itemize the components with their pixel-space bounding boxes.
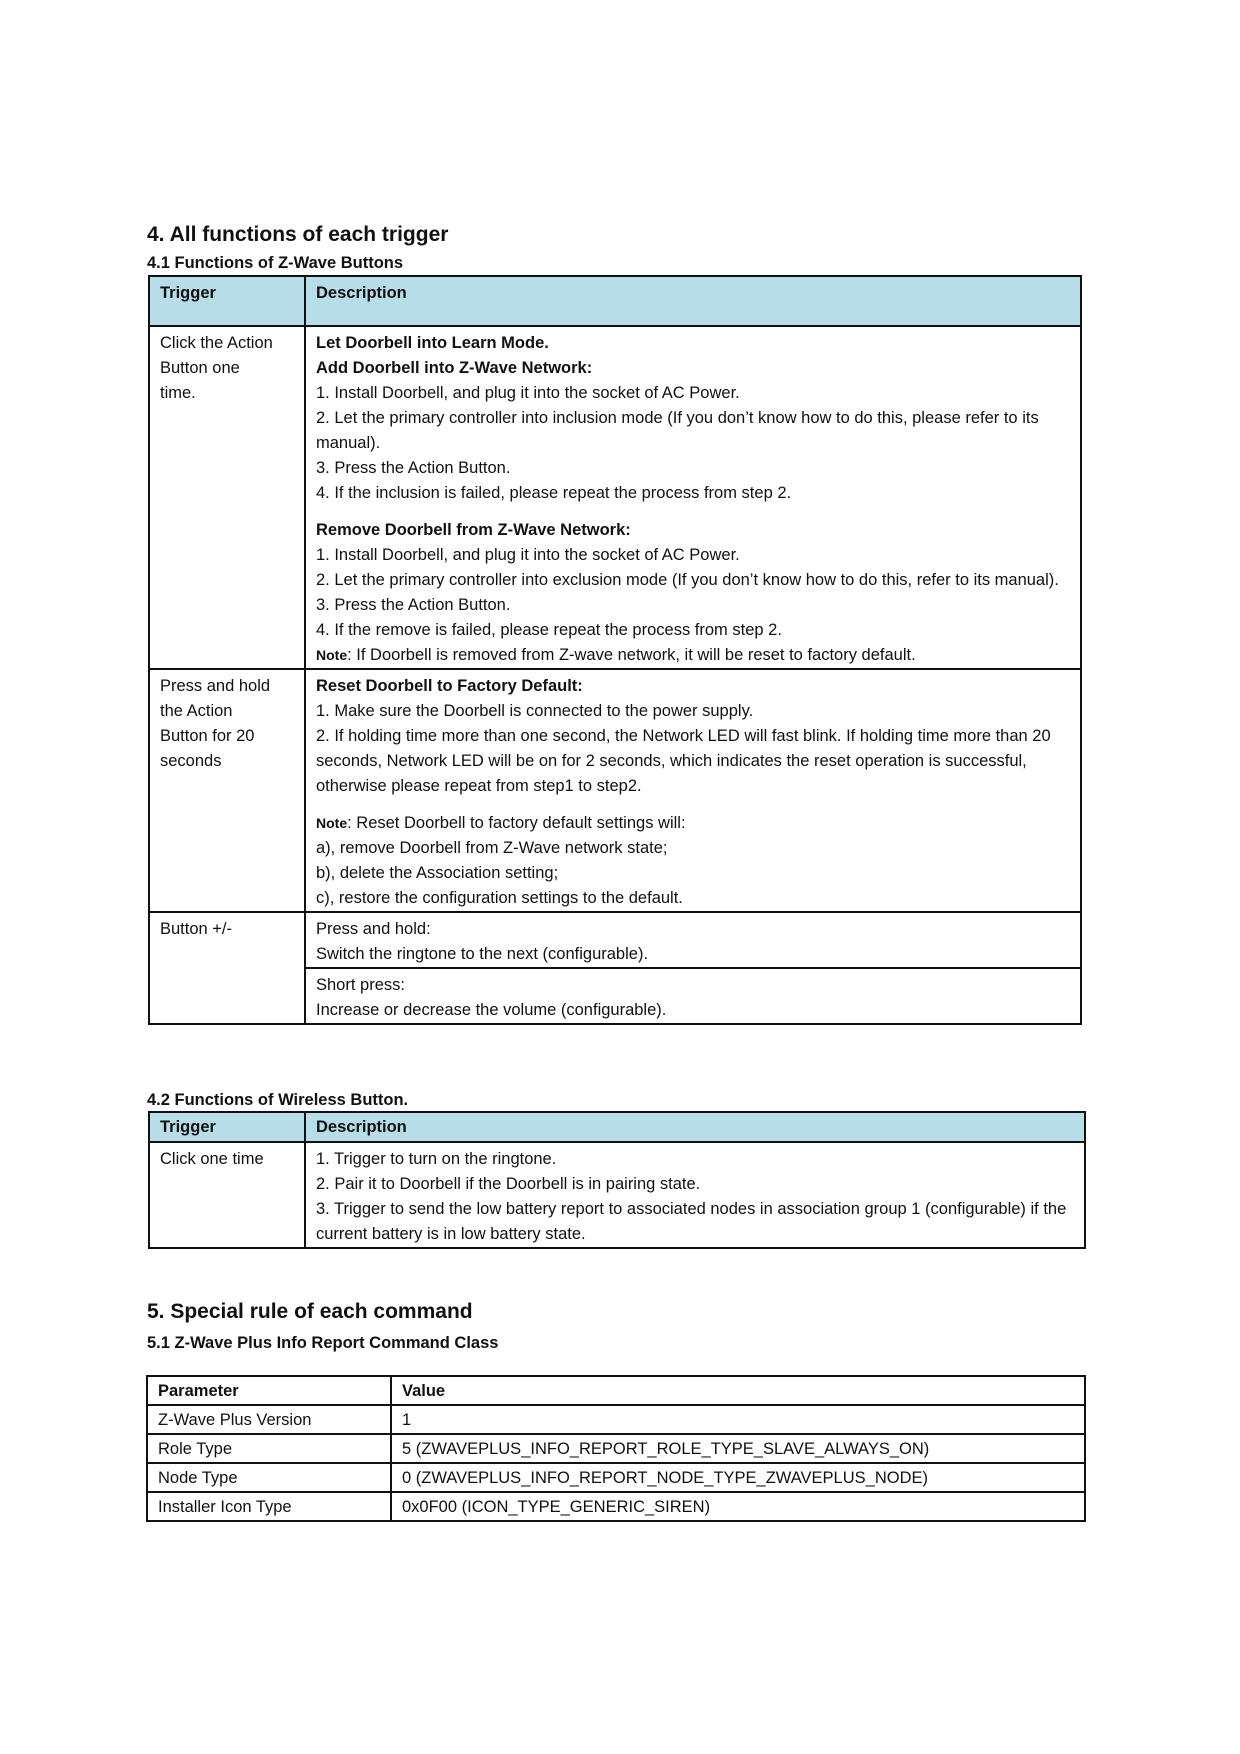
add-network-heading: Add Doorbell into Z-Wave Network:	[316, 359, 593, 377]
wireless-button-table	[148, 1111, 1086, 1249]
parameter-cell: Role Type	[147, 1434, 391, 1463]
section-4-heading: 4. All functions of each trigger	[147, 223, 449, 246]
col-header-value: Value	[391, 1376, 1085, 1405]
trigger-line: the Action	[160, 702, 233, 720]
desc-line: Press and hold:	[316, 920, 431, 938]
section-4-2-heading: 4.2 Functions of Wireless Button.	[147, 1091, 409, 1109]
list-item: c), restore the configuration settings to the default.	[316, 889, 683, 907]
table-row	[149, 912, 1081, 968]
step-line: 2. If holding time more than one second, the Network LED will fast blink. If holding time more than 20 seconds, Network LED will be on for 2 seconds, which indicates the reset operation is successful, otherwise please repeat from step1 to step2.	[316, 727, 1051, 795]
step-line: 4. If the remove is failed, please repeat the process from step 2.	[316, 621, 782, 639]
desc-line: Switch the ringtone to the next (configurable).	[316, 945, 649, 963]
step-line: 4. If the inclusion is failed, please repeat the process from step 2.	[316, 484, 792, 502]
table-header-row	[149, 276, 1081, 326]
table-row	[149, 326, 1081, 669]
desc-line: Short press:	[316, 976, 405, 994]
zwave-buttons-table	[148, 275, 1082, 1025]
trigger-line: Click the Action	[160, 334, 273, 352]
parameter-cell: Z-Wave Plus Version	[147, 1405, 391, 1434]
table-row	[149, 1142, 1085, 1248]
col-header-trigger: Trigger	[149, 276, 305, 326]
value-cell: 0x0F00 (ICON_TYPE_GENERIC_SIREN)	[391, 1492, 1085, 1521]
trigger-line: seconds	[160, 752, 222, 770]
description-cell	[305, 669, 1081, 912]
note-line	[316, 643, 1070, 668]
step-line: 1. Install Doorbell, and plug it into the socket of AC Power.	[316, 384, 740, 402]
step-line: 2. Let the primary controller into inclusion mode (If you don’t know how to do this, please refer to its manual).	[316, 409, 1039, 452]
list-item: a), remove Doorbell from Z-Wave network state;	[316, 839, 668, 857]
desc-line: 3. Trigger to send the low battery report to associated nodes in association group 1 (configurable) if the current battery is in low battery state.	[316, 1200, 1067, 1243]
section-4-1-heading: 4.1 Functions of Z-Wave Buttons	[147, 254, 404, 272]
trigger-cell	[149, 669, 305, 912]
col-header-description: Description	[305, 1112, 1085, 1142]
description-cell	[305, 1142, 1085, 1248]
note-text: : Reset Doorbell to factory default settings will:	[347, 814, 686, 832]
step-line: 1. Install Doorbell, and plug it into the socket of AC Power.	[316, 546, 740, 564]
step-line: 3. Press the Action Button.	[316, 596, 511, 614]
value-cell: 5 (ZWAVEPLUS_INFO_REPORT_ROLE_TYPE_SLAVE_ALWAYS_ON)	[391, 1434, 1085, 1463]
note-text: : If Doorbell is removed from Z-wave network, it will be reset to factory default.	[347, 646, 916, 664]
trigger-cell	[149, 326, 305, 669]
trigger-cell: Button +/-	[149, 912, 305, 1024]
desc-line: 1. Trigger to turn on the ringtone.	[316, 1150, 557, 1168]
description-cell	[305, 968, 1081, 1024]
table-row	[149, 669, 1081, 912]
desc-line: Increase or decrease the volume (configurable).	[316, 1001, 667, 1019]
desc-line: 2. Pair it to Doorbell if the Doorbell is in pairing state.	[316, 1175, 701, 1193]
step-line: 1. Make sure the Doorbell is connected to the power supply.	[316, 702, 754, 720]
note-label: Note	[316, 647, 348, 663]
table-row	[147, 1463, 1085, 1492]
table-header-row	[149, 1112, 1085, 1142]
value-cell: 1	[391, 1405, 1085, 1434]
col-header-description: Description	[305, 276, 1081, 326]
step-line: 2. Let the primary controller into exclusion mode (If you don’t know how to do this, refer to its manual).	[316, 571, 1059, 589]
list-item: b), delete the Association setting;	[316, 864, 559, 882]
table-row	[147, 1434, 1085, 1463]
description-cell	[305, 912, 1081, 968]
reset-heading: Reset Doorbell to Factory Default:	[316, 677, 583, 695]
col-header-parameter: Parameter	[147, 1376, 391, 1405]
parameter-cell: Installer Icon Type	[147, 1492, 391, 1521]
section-5-heading: 5. Special rule of each command	[147, 1300, 473, 1323]
trigger-line: Button one	[160, 359, 240, 377]
col-header-trigger: Trigger	[149, 1112, 305, 1142]
step-line: 3. Press the Action Button.	[316, 459, 511, 477]
learn-mode-heading: Let Doorbell into Learn Mode.	[316, 334, 549, 352]
note-label: Note	[316, 815, 348, 831]
table-row	[147, 1492, 1085, 1521]
trigger-line: Press and hold	[160, 677, 271, 695]
zwave-plus-info-table	[146, 1375, 1086, 1522]
value-cell: 0 (ZWAVEPLUS_INFO_REPORT_NODE_TYPE_ZWAVEPLUS_NODE)	[391, 1463, 1085, 1492]
trigger-cell: Click one time	[149, 1142, 305, 1248]
table-row	[147, 1405, 1085, 1434]
description-cell	[305, 326, 1081, 669]
trigger-line: time.	[160, 384, 196, 402]
note-line	[316, 811, 1070, 836]
remove-network-heading: Remove Doorbell from Z-Wave Network:	[316, 521, 631, 539]
section-5-1-heading: 5.1 Z-Wave Plus Info Report Command Class	[147, 1334, 499, 1352]
trigger-line: Button for 20	[160, 727, 255, 745]
table-header-row	[147, 1376, 1085, 1405]
parameter-cell: Node Type	[147, 1463, 391, 1492]
